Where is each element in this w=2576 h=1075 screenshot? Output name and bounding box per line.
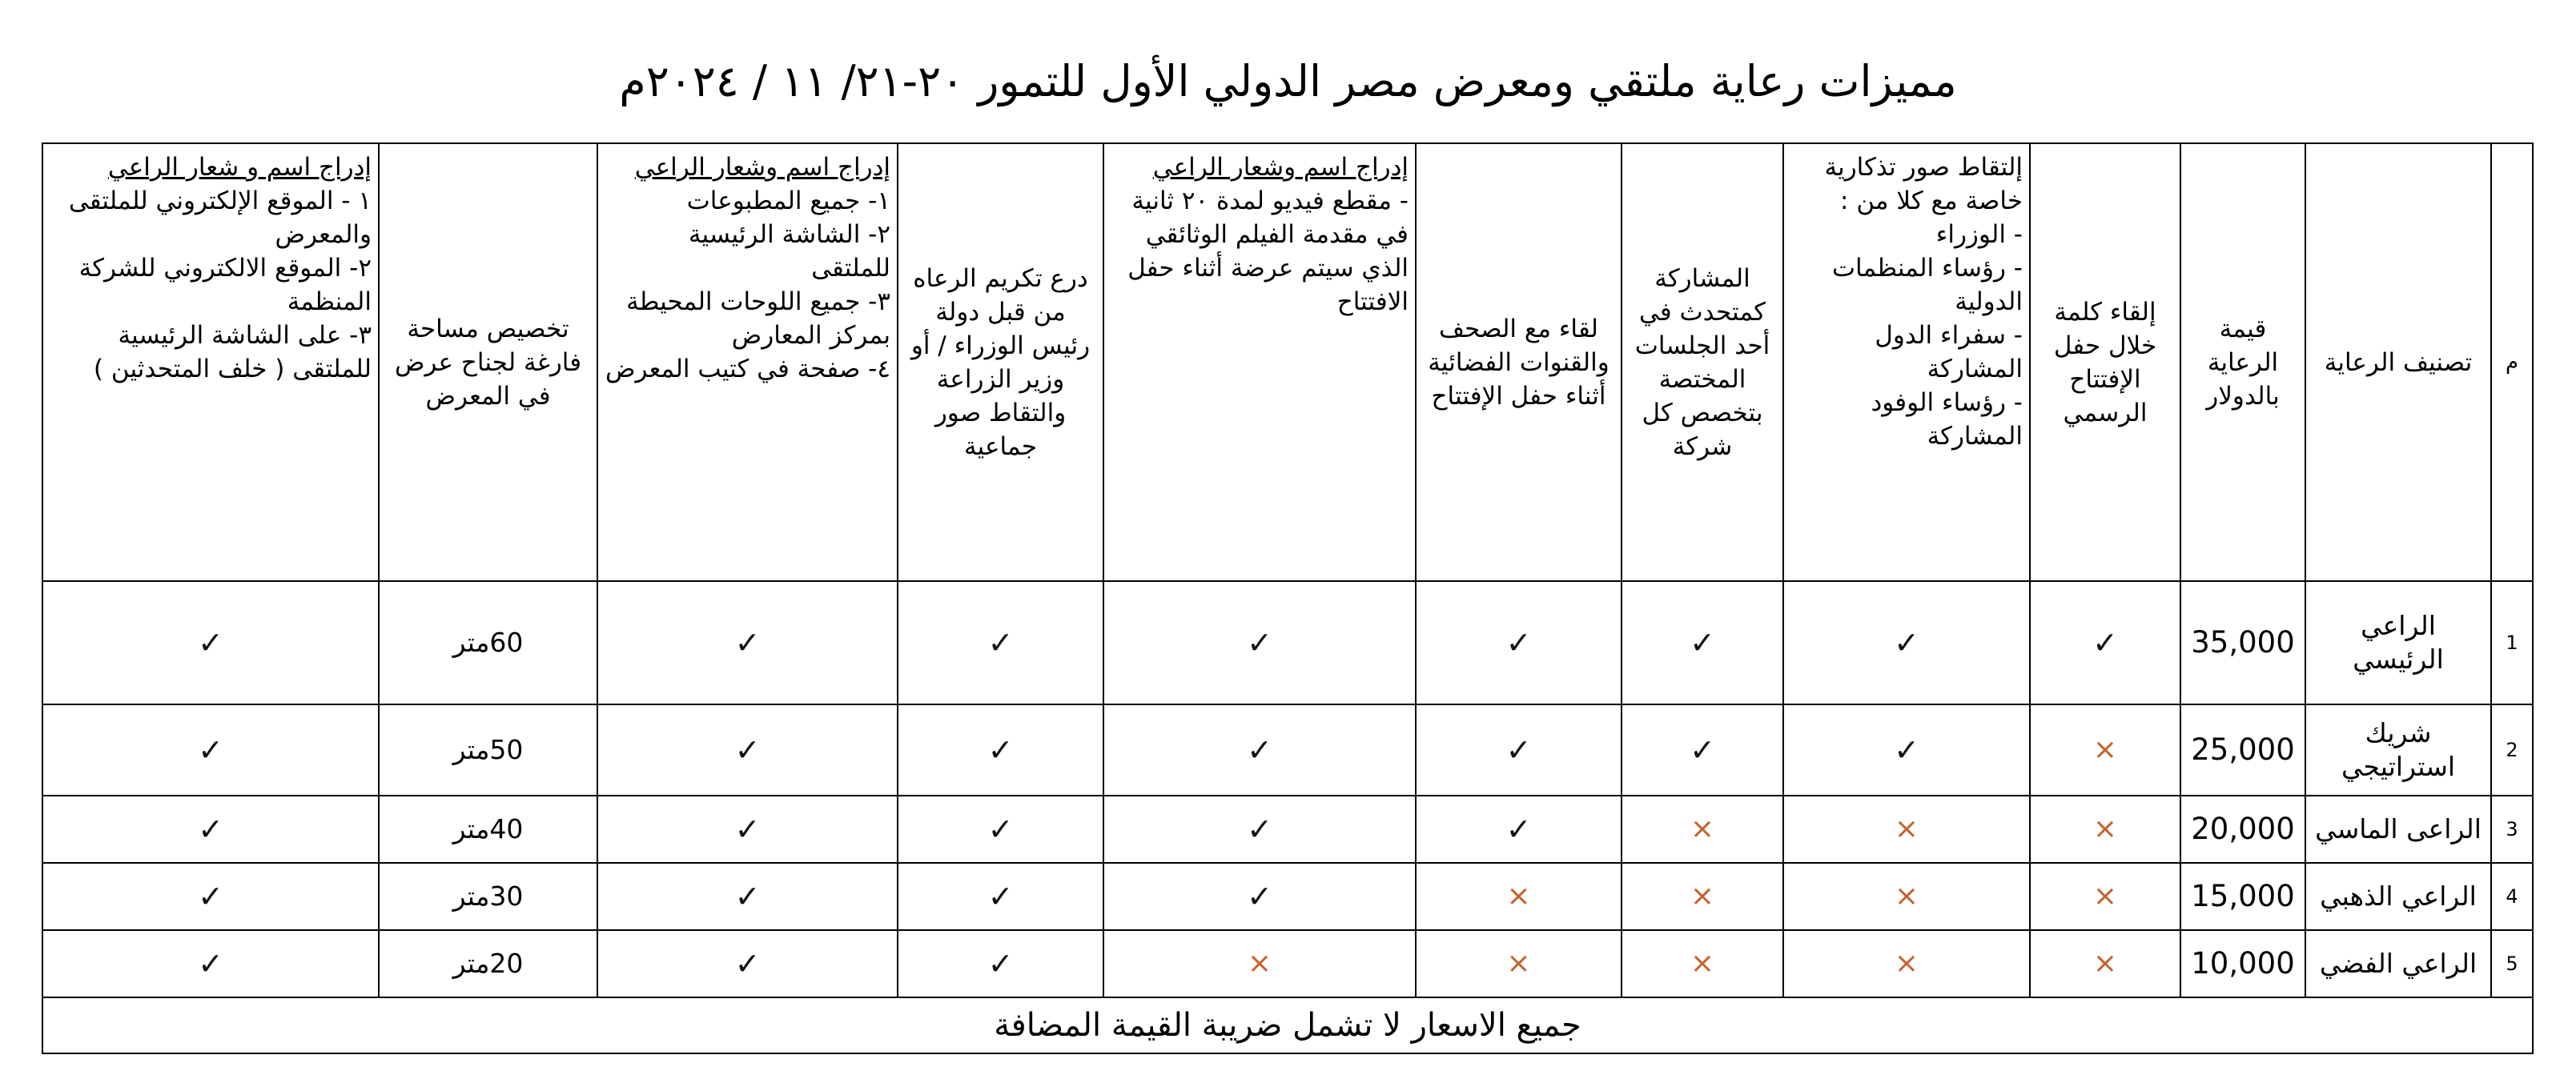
check-icon: ✓ (898, 863, 1103, 930)
header-index: م (2491, 143, 2533, 581)
video-heading: إدراج اسم وشعار الراعي (1152, 153, 1409, 182)
cross-icon: × (2030, 863, 2180, 930)
sponsor-value: 10,000 (2180, 930, 2305, 997)
header-booth: تخصيص مساحة فارغة لجناح عرض في المعرض (379, 143, 597, 581)
website-heading: إدراج اسم و شعار الراعي (107, 153, 372, 182)
check-icon: ✓ (597, 581, 898, 704)
cross-icon: × (1783, 796, 2030, 863)
video-line: - مقطع فيديو لمدة ٢٠ ثانية في مقدمة الفيلم الوثائقي الذي سيتم عرضة أثناء حفل الافتتاح (1127, 187, 1409, 316)
row-index: 2 (2491, 704, 2533, 796)
check-icon: ✓ (42, 796, 379, 863)
check-icon: ✓ (2030, 581, 2180, 704)
check-icon: ✓ (1103, 704, 1416, 796)
website-line: ٣- على الشاشة الرئيسية للملتقى ( خلف المتحدثين ) (93, 321, 372, 383)
sponsor-category: الراعي الرئيسي (2305, 581, 2491, 704)
table-row (42, 930, 2533, 997)
check-icon: ✓ (1783, 704, 2030, 796)
sponsorship-table (42, 142, 2534, 1054)
website-line: ٢- الموقع الالكتروني للشركة المنظمة (78, 254, 372, 316)
sponsor-value: 25,000 (2180, 704, 2305, 796)
vat-note: جميع الاسعار لا تشمل ضريبة القيمة المضافة (42, 997, 2533, 1053)
row-index: 1 (2491, 581, 2533, 704)
sponsor-value: 20,000 (2180, 796, 2305, 863)
cross-icon: × (2030, 930, 2180, 997)
check-icon: ✓ (1783, 581, 2030, 704)
booth-size: 40متر (379, 796, 597, 863)
cross-icon: × (1783, 930, 2030, 997)
sponsor-value: 15,000 (2180, 863, 2305, 930)
row-index: 4 (2491, 863, 2533, 930)
booth-size: 50متر (379, 704, 597, 796)
cross-icon: × (2030, 704, 2180, 796)
printed-heading: إدراج اسم وشعار الراعي (634, 153, 890, 182)
cross-icon: × (1783, 863, 2030, 930)
check-icon: ✓ (1103, 581, 1416, 704)
header-video (1103, 143, 1416, 581)
check-icon: ✓ (1622, 704, 1783, 796)
check-icon: ✓ (597, 796, 898, 863)
check-icon: ✓ (597, 863, 898, 930)
check-icon: ✓ (1416, 796, 1622, 863)
check-icon: ✓ (42, 930, 379, 997)
cross-icon: × (1622, 930, 1783, 997)
header-media: لقاء مع الصحف والقنوات الفضائية أثناء حفل الإفتتاح (1416, 143, 1622, 581)
sponsor-category: الراعي الذهبي (2305, 863, 2491, 930)
photos-line: إلتقاط صور تذكارية خاصة مع كلا من : (1824, 153, 2023, 215)
booth-size: 60متر (379, 581, 597, 704)
printed-line: ٣- جميع اللوحات المحيطة بمركز المعارض (626, 287, 890, 350)
header-category: تصنيف الرعاية (2305, 143, 2491, 581)
booth-size: 30متر (379, 863, 597, 930)
cross-icon: × (2030, 796, 2180, 863)
page-title: مميزات رعاية ملتقي ومعرض مصر الدولي الأول للتمور ٢٠-٢١/ ١١ / ٢٠٢٤م (619, 56, 1957, 106)
check-icon: ✓ (42, 581, 379, 704)
cross-icon: × (1103, 930, 1416, 997)
check-icon: ✓ (1103, 863, 1416, 930)
header-shield: درع تكريم الرعاه من قبل دولة رئيس الوزراء / أو وزير الزراعة والتقاط صور جماعية (898, 143, 1103, 581)
cross-icon: × (1622, 796, 1783, 863)
booth-size: 20متر (379, 930, 597, 997)
check-icon: ✓ (1103, 796, 1416, 863)
table-row (42, 581, 2533, 704)
photos-line: - رؤساء المنظمات الدولية (1831, 254, 2023, 316)
check-icon: ✓ (42, 863, 379, 930)
row-index: 3 (2491, 796, 2533, 863)
website-line: ١ - الموقع الإلكتروني للملتقى والمعرض (68, 187, 372, 249)
check-icon: ✓ (42, 704, 379, 796)
printed-line: ١- جميع المطبوعات (686, 187, 890, 215)
check-icon: ✓ (1416, 581, 1622, 704)
check-icon: ✓ (1416, 704, 1622, 796)
check-icon: ✓ (1622, 581, 1783, 704)
check-icon: ✓ (898, 704, 1103, 796)
sponsor-category: شريك استراتيجي (2305, 704, 2491, 796)
check-icon: ✓ (898, 581, 1103, 704)
footer-row (42, 997, 2533, 1053)
check-icon: ✓ (898, 930, 1103, 997)
header-value: قيمة الرعاية بالدولار (2180, 143, 2305, 581)
table-row (42, 704, 2533, 796)
cross-icon: × (1622, 863, 1783, 930)
check-icon: ✓ (597, 930, 898, 997)
table-row (42, 796, 2533, 863)
sponsor-category: الراعى الماسي (2305, 796, 2491, 863)
printed-line: ٤- صفحة في كتيب المعرض (605, 355, 890, 383)
table-row (42, 863, 2533, 930)
header-speech: إلقاء كلمة خلال حفل الإفتتاح الرسمي (2030, 143, 2180, 581)
photos-line: - الوزراء (1935, 220, 2023, 249)
row-index: 5 (2491, 930, 2533, 997)
header-photos (1783, 143, 2030, 581)
header-row (42, 143, 2533, 581)
check-icon: ✓ (898, 796, 1103, 863)
photos-line: - رؤساء الوفود المشاركة (1871, 388, 2023, 451)
printed-line: ٢- الشاشة الرئيسية للملتقى (688, 220, 890, 283)
header-speaker: المشاركة كمتحدث في أحد الجلسات المختصة بتخصص كل شركة (1622, 143, 1783, 581)
cross-icon: × (1416, 863, 1622, 930)
header-printed (597, 143, 898, 581)
header-website (42, 143, 379, 581)
sponsor-value: 35,000 (2180, 581, 2305, 704)
sponsor-category: الراعي الفضي (2305, 930, 2491, 997)
check-icon: ✓ (597, 704, 898, 796)
photos-line: - سفراء الدول المشاركة (1875, 321, 2023, 383)
cross-icon: × (1416, 930, 1622, 997)
